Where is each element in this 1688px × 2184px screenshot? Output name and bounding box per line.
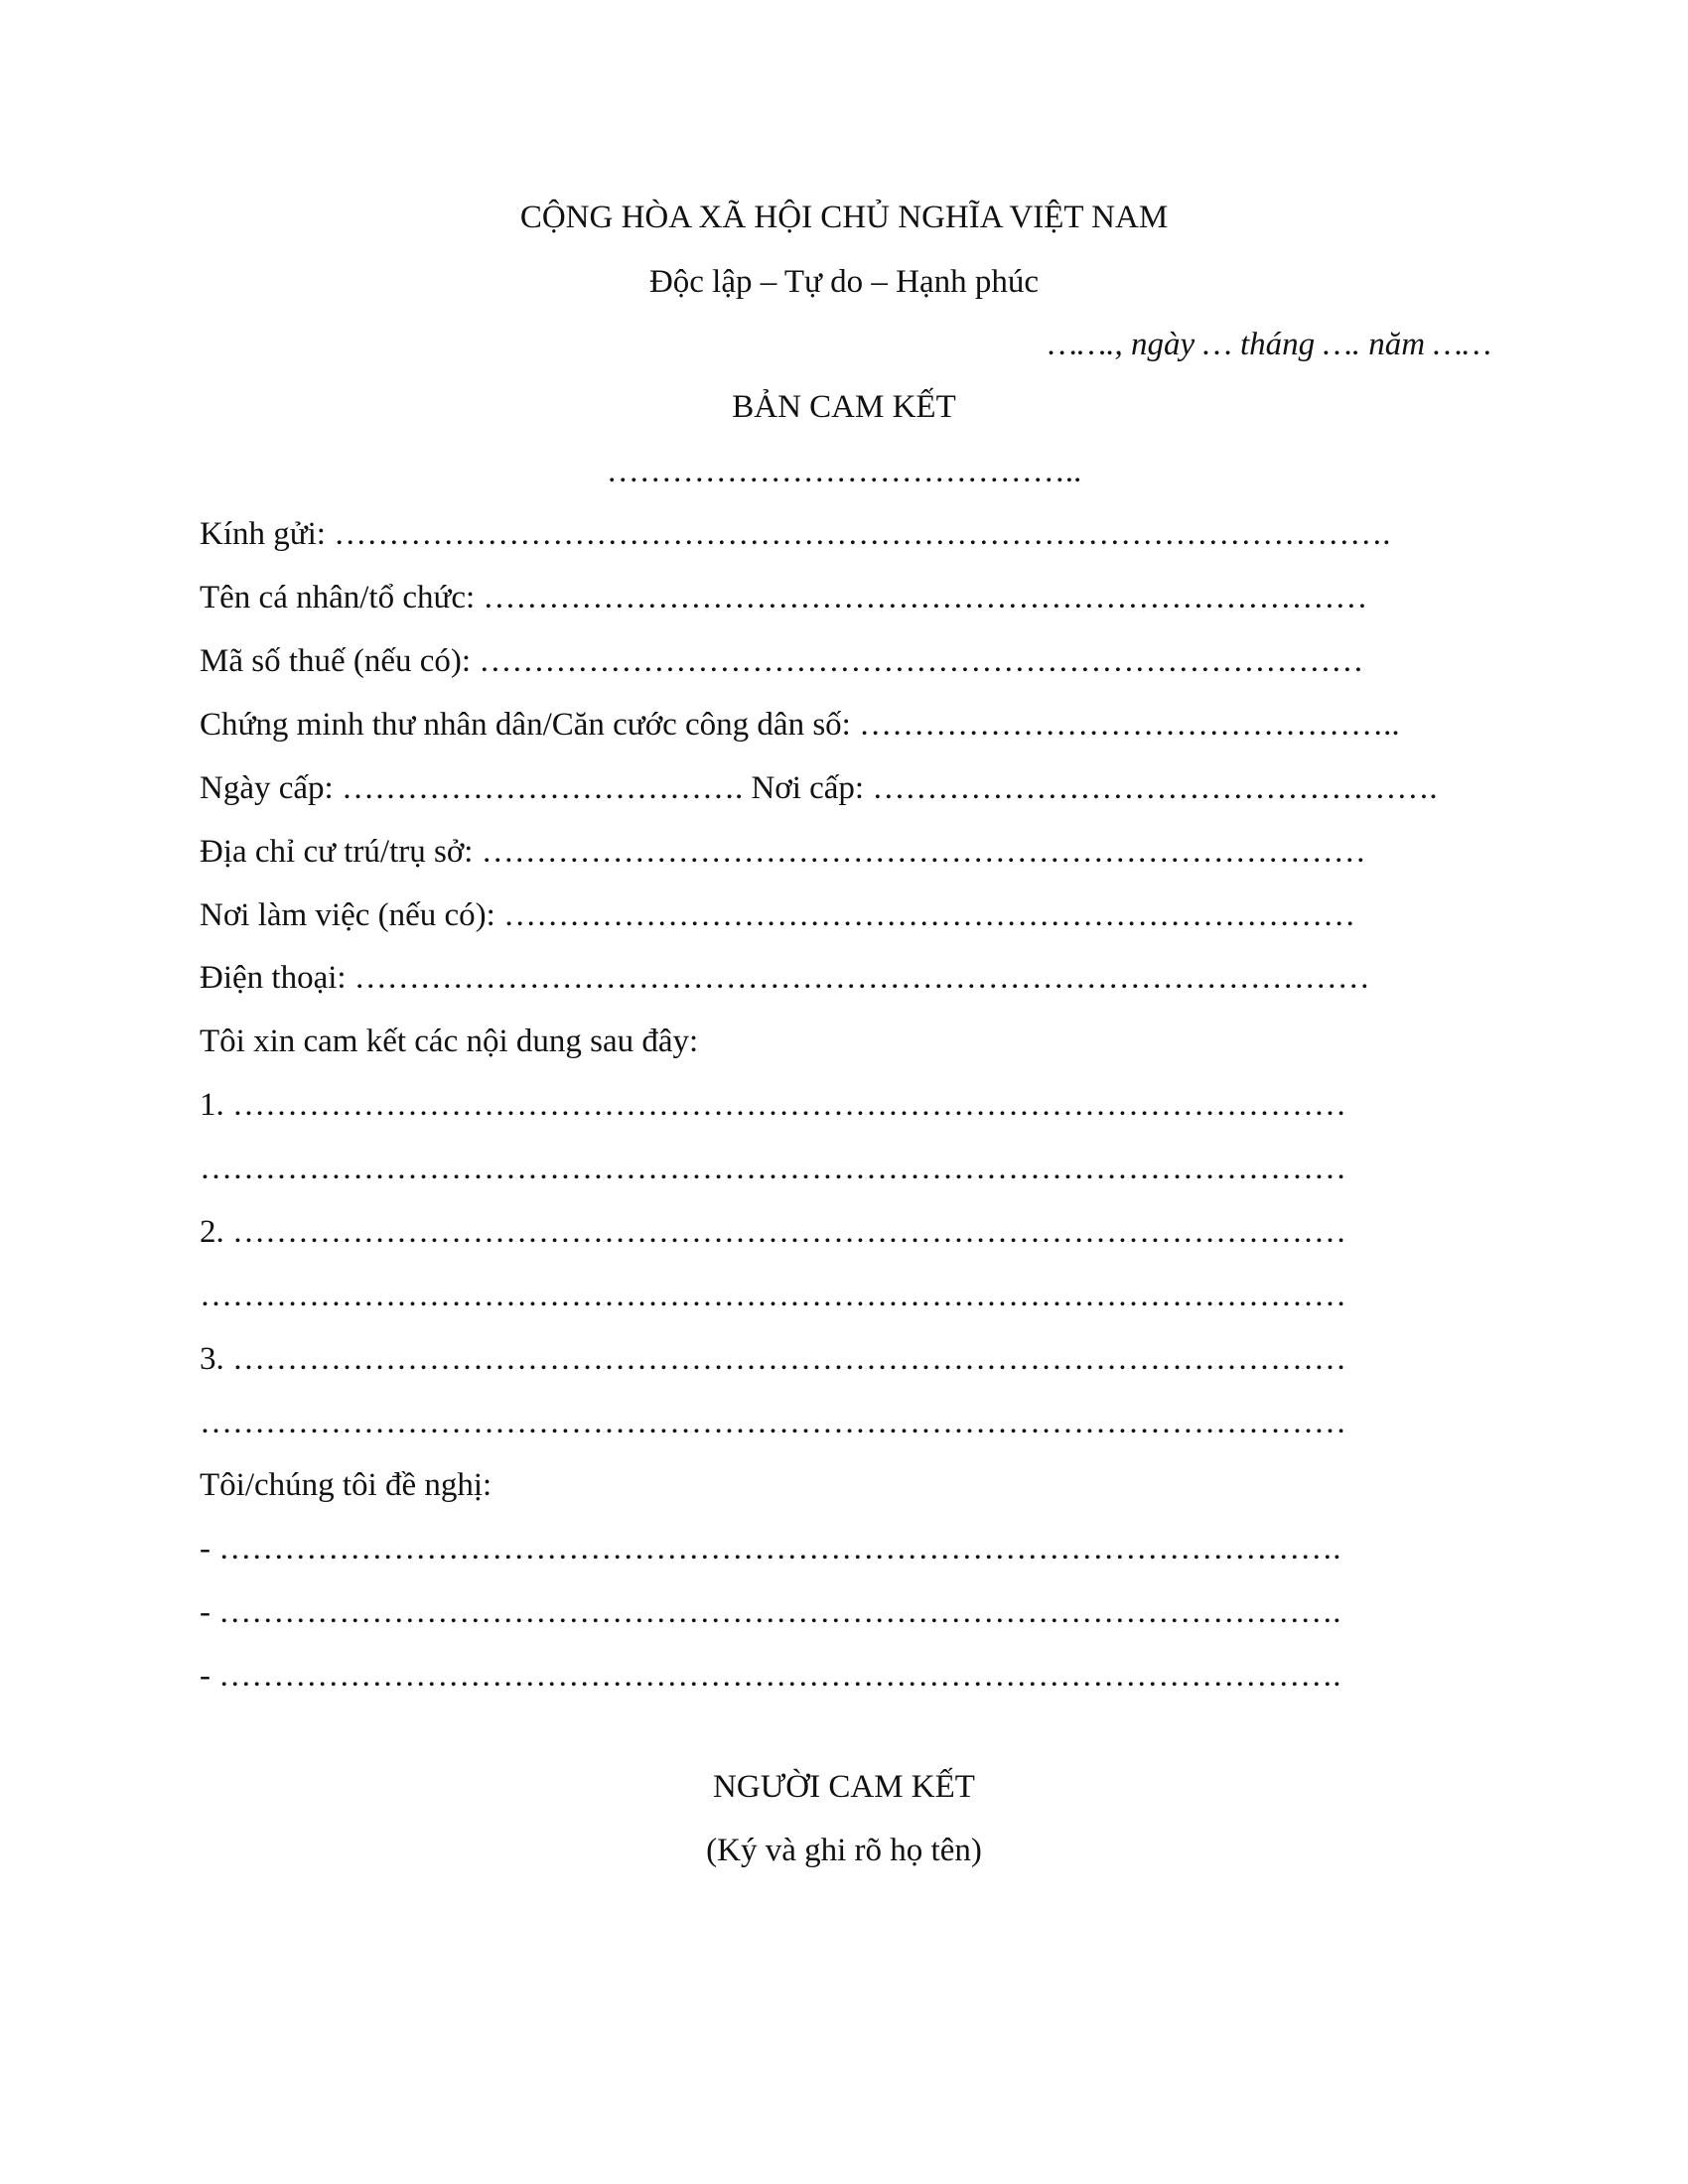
- nation-heading: CỘNG HÒA XÃ HỘI CHỦ NGHĨA VIỆT NAM: [519, 200, 1169, 235]
- request-line: - ………………………………………………………………………………………….: [200, 1658, 1341, 1694]
- commitment-line: 3. …………………………………………………………………………………………: [200, 1341, 1346, 1377]
- field-kinh-gui: Kính gửi: …………………………………………………………………………………….: [200, 516, 1391, 552]
- field-ten-ca-nhan: Tên cá nhân/tổ chức: ………………………………………………………………………: [200, 580, 1368, 615]
- commitment-line: 1. …………………………………………………………………………………………: [200, 1087, 1346, 1123]
- date-line: ……., ngày … tháng …. năm ……: [1048, 327, 1491, 362]
- signature-note: (Ký và ghi rõ họ tên): [706, 1833, 982, 1868]
- commitment-line: 2. …………………………………………………………………………………………: [200, 1214, 1346, 1250]
- subtitle-dots: ……………………………………..: [606, 454, 1082, 489]
- field-dia-chi: Địa chỉ cư trú/trụ sở: ………………………………………………………………………: [200, 834, 1366, 870]
- document-title: BẢN CAM KẾT: [732, 389, 956, 425]
- request-line: - ………………………………………………………………………………………….: [200, 1594, 1341, 1630]
- field-cmnd-cccd: Chứng minh thư nhân dân/Căn cước công dân số: …………………………………………..: [200, 707, 1400, 743]
- field-dien-thoai: Điện thoại: …………………………………………………………………………………: [200, 960, 1370, 996]
- commitment-line: ……………………………………………………………………………………………: [200, 1405, 1346, 1440]
- commitment-line: ……………………………………………………………………………………………: [200, 1278, 1346, 1313]
- commitment-line: ……………………………………………………………………………………………: [200, 1151, 1346, 1186]
- signature-title: NGƯỜI CAM KẾT: [713, 1769, 975, 1805]
- commit-intro: Tôi xin cam kết các nội dung sau đây:: [200, 1024, 699, 1059]
- field-ma-so-thue: Mã số thuế (nếu có): ………………………………………………………………………: [200, 643, 1364, 679]
- motto: Độc lập – Tự do – Hạnh phúc: [648, 264, 1040, 300]
- field-noi-lam-viec: Nơi làm việc (nếu có): ……………………………………………………………………: [200, 897, 1356, 933]
- request-intro: Tôi/chúng tôi đề nghị:: [200, 1467, 492, 1503]
- field-ngay-noi-cap: Ngày cấp: ………………………………. Nơi cấp: …………………………………………….: [200, 770, 1438, 806]
- request-line: - ………………………………………………………………………………………….: [200, 1531, 1341, 1567]
